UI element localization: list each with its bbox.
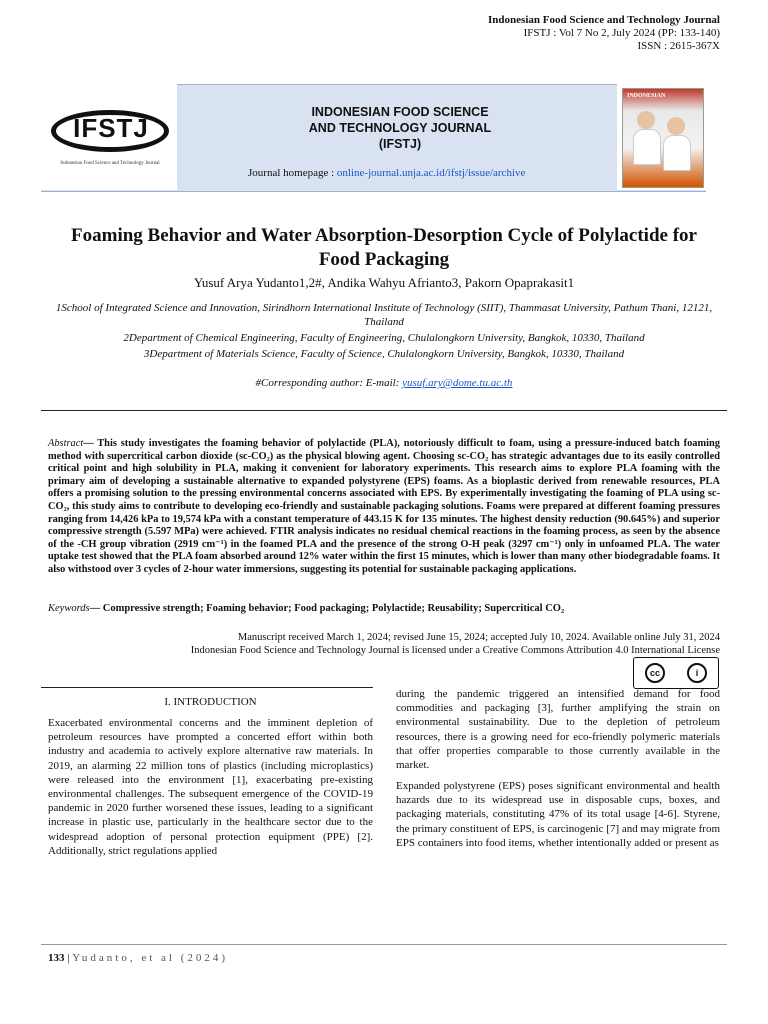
affiliation-1: 1School of Integrated Science and Innovation, Sirindhorn International Institute of Technology (SIIT), Thammasat University, Pathum Thani, 12121, Thailand — [55, 302, 713, 328]
attribution-icon: i — [687, 663, 707, 683]
journal-homepage: Journal homepage : online-journal.unja.ac.id/ifstj/issue/archive — [248, 167, 526, 179]
footer-divider — [41, 944, 727, 945]
affiliation-2: 2Department of Chemical Engineering, Faculty of Engineering, Chulalongkorn University, Bangkok, 10330, Thailand — [123, 332, 645, 344]
footer-authors: Yudanto, et al (2024) — [72, 952, 229, 964]
header-journal: Indonesian Food Science and Technology Journal — [488, 14, 720, 26]
divider — [41, 410, 727, 411]
affiliation-3: 3Department of Materials Science, Faculty of Science, Chulalongkorn University, Bangkok, 10330, Thailand — [143, 348, 625, 360]
body-column-1: Exacerbated environmental concerns and the imminent depletion of petroleum resources have prompted a concerted effort within both industry and academia to actively explore alternative raw materials. In 2019, an alarming 22 million tons of plastics (including microplastics) were released into the environment [1], exacerbating pre-existing environmental challenges. The subsequent emergence of the COVID-19 pandemic in 2020 further worsened these issues, leading to a significant increase in plastic use, particularly in the healthcare sector due to the widespread adoption of personal protection equipment (PPE) [2]. Additionally, strict regulations applied — [48, 717, 373, 857]
body-column-2-para-1: during the pandemic triggered an intensified demand for food commodities and packaging [3], further amplifying the strain on environmental sustainability. Due to the depletion of petroleum resources, there is a growing need for eco-friendly polymeric materials that offer properties comparable to those currently available in the market. — [396, 688, 720, 772]
article-title: Foaming Behavior and Water Absorption-Desorption Cycle of Polylactide for Food Packaging — [71, 225, 697, 270]
abstract-label: Abstract — [48, 438, 84, 449]
keywords-label: Keywords — [48, 603, 90, 614]
keywords: Keywords— Compressive strength; Foaming behavior; Food packaging; Polylactide; Reusability; Supercritical CO₂ — [48, 603, 565, 614]
journal-cover-image — [622, 88, 704, 188]
cc-icon: cc — [645, 663, 665, 683]
chef-head-icon — [667, 117, 685, 135]
journal-name: INDONESIAN FOOD SCIENCE AND TECHNOLOGY JOURNAL (IFSTJ) — [308, 105, 492, 151]
page-footer: 133 | Yudanto, et al (2024) — [48, 952, 229, 964]
author-list: Yusuf Arya Yudanto1,2#, Andika Wahyu Afrianto3, Pakorn Opaprakasit1 — [193, 275, 575, 290]
cover-title: INDONESIAN — [627, 93, 666, 99]
abstract: Abstract— This study investigates the foaming behavior of polylactide (PLA), notoriously difficult to foam, using a pressure-induced batch foaming method with supercritical carbon dioxide (sc-CO₂) as the physical blowing agent. Choosing sc-CO₂ has strategic advantages due to its easily controlled critical point and high solubility in PLA, making it convenient for laboratory experiments. This research aims to explore PLA foaming with the primary aim of developing a sustainable alternative to expanded polystyrene (EPS) foams. As a bioplastic derived from renewable resources, PLA offers a promising solution to the pressing environmental concerns associated with EPS. By experimentally investigating the foaming of PLA using sc-CO₂, this study aims to contribute to developing eco-friendly and sustainable packaging solutions. Foams were prepared at different foaming pressures ranging from 14,426 kPa to 19,574 kPa with a constant temperature of 443.15 K for 135 minutes. The highest density reduction (90.645%) and superior compressive strength (5.597 MPa) were achieved. FTIR analysis indicates no residual chemical reactions in the foaming process, as seen by the absence of the -CH group vibration (2919 cm⁻¹) in the foamed PLA and the presence of the strong O-H peak (3297 cm⁻¹) only in unfoamed PLA. The water uptake test showed that the PLA foam absorbed around 12% water within the first 15 minutes, which is lower than many other biodegradable foams. It also withstood over 3 cycles of 2-hour water immersions, suggesting its potential for sustainable packaging applications. — [48, 438, 720, 575]
running-header — [488, 14, 720, 53]
logo-text: IFSTJ — [73, 113, 149, 143]
cc-by-license-icon[interactable] — [633, 657, 719, 689]
section-heading: I. INTRODUCTION — [164, 696, 257, 708]
header-issn: ISSN : 2615-367X — [637, 40, 720, 52]
chef-coat-icon — [663, 135, 691, 171]
chef-head-icon — [637, 111, 655, 129]
author-email-link[interactable]: yusuf.ary@dome.tu.ac.th — [402, 377, 513, 389]
manuscript-info: Manuscript received March 1, 2024; revised June 15, 2024; accepted July 10, 2024. Available online July 31, 2024 Indonesian Food Science and Technology Journal is licensed under a Creative Commons Attribution 4.0 International License — [190, 632, 720, 656]
body-column-2-para-2: Expanded polystyrene (EPS) poses significant environmental and health hazards due to its widespread use in disposable cups, boxes, and packaging materials, constituting 47% of its total usage [4-6]. Styrene, the primary constituent of EPS, is carcinogenic [7] and may migrate from EPS containers into food items, whether intentionally added or present as — [396, 780, 720, 849]
chef-coat-icon — [633, 129, 661, 165]
page-number: 133 — [48, 952, 65, 964]
header-volume: IFSTJ : Vol 7 No 2, July 2024 (PP: 133-140) — [523, 27, 720, 39]
corresponding-author: #Corresponding author: E-mail: yusuf.ary@dome.tu.ac.th — [255, 377, 513, 389]
column-divider — [41, 687, 373, 688]
homepage-link[interactable]: online-journal.unja.ac.id/ifstj/issue/archive — [336, 167, 526, 179]
logo-subtitle: Indonesian Food Science and Technology Journal — [60, 161, 160, 166]
